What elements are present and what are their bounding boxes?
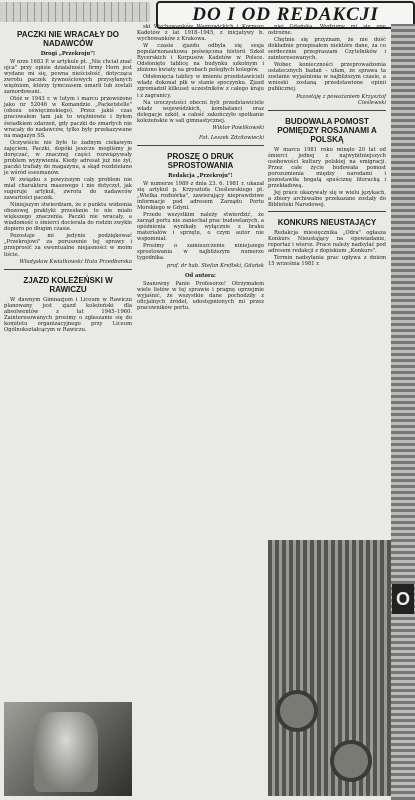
side-letter-mark: O xyxy=(392,584,414,614)
letter-salutation: Drogi „Przekroju"! xyxy=(40,51,96,57)
paragraph: Na uroczystości obecni byli przedstawiciele władz wojewódzkich, kombatanci oraz delegacje szkół, a całość zakończyło spotkanie koleżeńskie w sali gimnastycznej. xyxy=(137,99,264,124)
divider xyxy=(268,110,386,111)
paragraph: Otóż w 1943 r. w lutym i marcu przewożono jako nr 52046 w Komandzie „Packetstelle" (obozu oświęcimskiego). Przez jakiś czas pracowałem tam jak to więźniowie i byłem świadkiem zdarzeń, gdy paczki do zmarłych nie wracały do nadawców, tylko były przekazywane na magazyn SS. xyxy=(4,96,132,139)
paragraph: W nrze 1683 P. w artykule pt. „Nie chciał znać ojca" przy opisie działalności firmy Horn jest wydane mi się, pewna nieścisłość, dotycząca zwrotu paczek żywnościowych przysyłanych więźniom, którzy tymczasem umarli lub zostali zamordowani. xyxy=(4,59,132,96)
section-title: DO I OD REDAKCJI xyxy=(156,1,415,29)
train-rail-decoration xyxy=(0,2,150,22)
author-signature: Władysław Kwiatkowski Huta Przedborska xyxy=(19,258,132,265)
portrait-figure xyxy=(34,712,98,792)
paragraph: Jej prace ukazywały się w wielu językach, a zbiory archiwalne przekazane zostały do Biblioteki Narodowej. xyxy=(268,189,386,209)
paragraph: Odsłonięcia tablicy w imieniu przedstawicieli władz dokonał płk w stanie spoczynku. Zjazd zgromadził kilkuset uczestników z całego kraju i z zagranicy. xyxy=(137,74,264,99)
author-signature: Pozostaję z poważaniem Krzysztof Cieślewski xyxy=(296,93,386,106)
article-headline: KONKURS NIEUSTAJĄCY xyxy=(277,218,377,228)
paragraph: Pozostaje mi jedynie podziękować „Przekrojowi" za poruszenie tej sprawy i przeprosić za ewentualne niejasności w moim liście. xyxy=(4,233,132,258)
divider xyxy=(268,211,386,212)
divider xyxy=(4,269,132,270)
locomotive-illustration xyxy=(268,540,391,796)
paragraph: Niniejszym stwierdzam, że z punktu widzenia obozowej praktyki przesłanie to nie miało większego znaczenia. Paczki nie wracały, a wiadomość o śmierci docierała do rodzin zwykle dopiero po długim czasie. xyxy=(4,202,132,233)
paragraph: Szanowny Panie Profesorze! Otrzymałem wiele listów w tej sprawie i pragnę uprzejmie wyjaśnić, że wszystkie dane pochodziły z oficjalnych źródeł, udostępnionych mi przez pracowników portu. xyxy=(137,280,264,311)
article-headline: PROSZĘ O DRUK SPROSTOWANIA xyxy=(167,151,234,170)
paragraph: W związku z powyższym cały problem nie miał charakteru masowego i nie dotyczył, jak sugeruje artykuł, zwrotu do nadawców zawartości paczek. xyxy=(4,176,132,202)
divider xyxy=(137,145,264,146)
author-signature: prof. dr hab. Stefan Kreftski, Gdańsk xyxy=(166,262,264,269)
column-3 xyxy=(268,24,386,268)
photo-credit: Fot. Leszek Zdzitowiecki xyxy=(199,134,264,141)
letter-salutation: Redakcja „Przekroju"! xyxy=(168,172,233,179)
paragraph: Redakcja miesięcznika „Odra" ogłasza Konkurs Nieustający na opowiadanie, reportaż i wiersz. Prace należy nadsyłać pod adresem redakcji z dopiskiem „Konkurs". xyxy=(268,230,386,255)
column-2 xyxy=(137,24,264,312)
column-1 xyxy=(4,24,132,334)
paragraph: Prosimy o zamieszczenie niniejszego sprostowania w najbliższym numerze tygodnika. xyxy=(137,243,264,262)
portrait-photo xyxy=(4,702,132,796)
paragraph: W numerze 1989 z dnia 23. 6. 1981 r. ukazał się artykuł p. Krzysztofa Cieślewskiego pt. „Wielka rozbiórka", zawierający nieprawdziwe informacje pod adresem Zarządu Portu Morskiego w Gdyni. xyxy=(137,180,264,212)
side-decoration-strip xyxy=(391,24,415,800)
paragraph: W marcu 1981 roku minęło 20 lat od śmierci jednej z najwybitniejszych osobowości kultury polskiej na emigracji. Przez całe życie budowała pomost porozumienia między narodami i pozostawiła bogatą spuściznę literacką i przekładową. xyxy=(268,146,386,189)
article-headline: BUDOWALA POMOST POMIĘDZY ROSJANAMI A POLSKĄ xyxy=(277,116,377,144)
paragraph: Wobec konieczności przeprowadzenia ostatecznych badań – ufam, że sprawa ta zostanie wyjaśniona w najbliższym czasie, a wnioski zostaną przedstawione opinii publicznej. xyxy=(268,62,386,93)
paragraph: W czasie zjazdu odbyła się sesja popularnonaukowa poświęcona historii Szkół Rycerskich i Korpusów Kadetów w Polsce. Odsłonięto tablicę na budynku szkolnym i złożono kwiaty na grobach poległych kolegów. xyxy=(137,43,264,74)
article-headline: PACZKI NIE WRACAŁY DO NADAWCÓW xyxy=(17,30,119,48)
section-header xyxy=(0,0,415,26)
paragraph: Przede wszystkim należy stwierdzić, że zarząd portu nie zaniechał prac budowlanych, a opóźnienia wynikały wyłącznie z braku materiałów i sprzętu, o czym autor nie wspomniał. xyxy=(137,212,264,243)
author-signature: Wiktor Pawlikowski xyxy=(212,124,264,131)
paragraph: Chętnie się przyznam, że nie dość dokładnie przepisałem niektóre dane, za co serdecznie przepraszam Czytelników i zainteresowanych. xyxy=(268,37,386,62)
article-headline: ZJAZD KOLEŻEŃSKI W RAWICZU xyxy=(23,275,113,294)
paragraph: ski Wychowanków Wagrowickich i Korpusu Kadetów z lat 1918–1945, z inicjatywy b. wychowanków z Krakowa. xyxy=(137,24,264,43)
paragraph: niej Gdańska. Wydrumy mi się one ostrożne. xyxy=(268,24,386,37)
paragraph: W dawnym Gimnazjum i Liceum w Rawiczu planowany jest zjazd koleżeński dla absolwentów z lat 1945–1960. Zainteresowanych prosimy o zgłaszanie się do komitetu organizacyjnego przy Liceum Ogólnokształcącym w Rawiczu. xyxy=(4,296,132,333)
paragraph: Termin nadsyłania prac upływa z dniem 15 września 1981 r. xyxy=(268,255,386,268)
paragraph: Oczywiście nie było to żadnym ciekawym zajęciem. Paczki, dopóki jeszcze mogliśmy je doręczać, w znacznej części rozwiązywały problem wyżywienia. Kiedy adresat już nie żył, paczki trafiały do magazynu, a skąd rozdzielano je wśród esesmanów. xyxy=(4,139,132,176)
locomotive-wheel xyxy=(330,740,372,782)
locomotive-wheel xyxy=(276,690,318,732)
author-reply-label: Od autora: xyxy=(185,272,216,279)
